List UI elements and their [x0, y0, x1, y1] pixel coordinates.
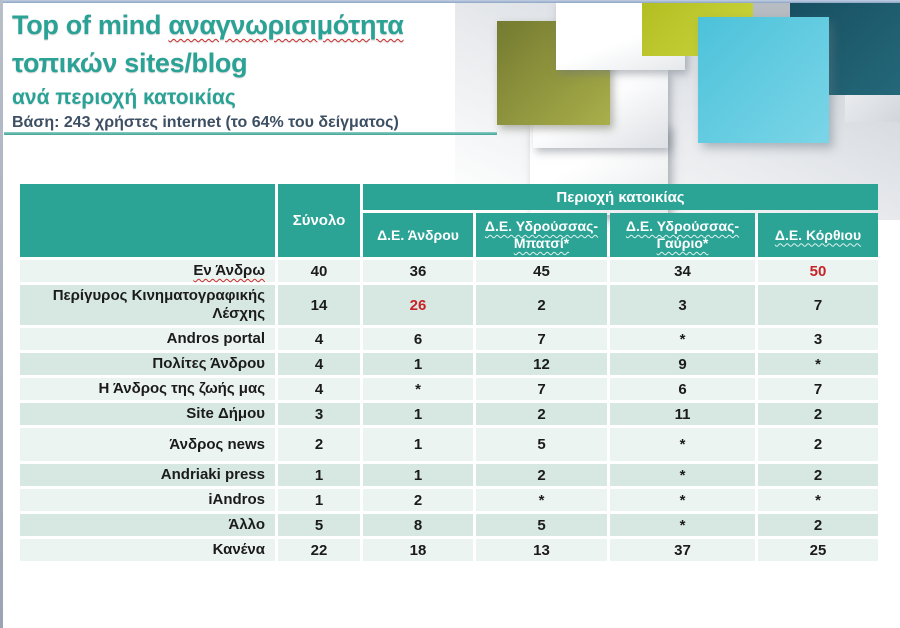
value-cell: 2 [758, 403, 878, 425]
value-cell: * [758, 353, 878, 375]
table-row [20, 353, 878, 375]
table-row [20, 260, 878, 282]
value-cell: 2 [758, 428, 878, 461]
value-cell: 1 [363, 353, 473, 375]
table-header [20, 184, 878, 257]
row-label: Εν Άνδρω [20, 260, 275, 282]
row-label: Andros portal [20, 328, 275, 350]
slide-top-border [0, 0, 900, 3]
table-row [20, 403, 878, 425]
value-cell: 7 [758, 378, 878, 400]
value-cell: 2 [476, 285, 607, 325]
slide-left-border [0, 0, 3, 628]
value-cell: 14 [278, 285, 360, 325]
table-row [20, 464, 878, 486]
header-corner-cell [20, 184, 275, 257]
value-cell: 2 [476, 403, 607, 425]
value-cell: 11 [610, 403, 755, 425]
title-text: Top of mind [12, 10, 169, 40]
value-cell: 2 [758, 514, 878, 536]
value-cell: 40 [278, 260, 360, 282]
title-marked-word: αναγνωρισιμότητα [168, 10, 404, 40]
value-cell: 6 [363, 328, 473, 350]
value-cell: 2 [278, 428, 360, 461]
value-cell: 13 [476, 539, 607, 561]
row-label: Άλλο [20, 514, 275, 536]
title-divider-line [4, 132, 497, 135]
table-row [20, 514, 878, 536]
row-label: Κανένα [20, 539, 275, 561]
value-cell: 3 [278, 403, 360, 425]
value-cell: 4 [278, 328, 360, 350]
value-cell: 18 [363, 539, 473, 561]
title-line2: τοπικών sites/blog [12, 48, 248, 78]
value-cell: 1 [363, 464, 473, 486]
value-cell: * [610, 428, 755, 461]
header-region-gavrio: Δ.Ε. Υδρούσσας-Γαύριο* [610, 213, 755, 257]
header-region-group: Περιοχή κατοικίας [363, 184, 878, 210]
value-cell: 1 [278, 464, 360, 486]
value-cell: 3 [758, 328, 878, 350]
value-cell: 1 [278, 489, 360, 511]
value-cell: 2 [363, 489, 473, 511]
row-label: Andriaki press [20, 464, 275, 486]
value-cell: 7 [758, 285, 878, 325]
table-row [20, 428, 878, 461]
value-cell: 5 [476, 514, 607, 536]
value-cell: * [363, 378, 473, 400]
value-cell: 5 [476, 428, 607, 461]
header-region-androu: Δ.Ε. Άνδρου [363, 213, 473, 257]
value-cell: 45 [476, 260, 607, 282]
row-label: Η Άνδρος της ζωής μας [20, 378, 275, 400]
value-cell: 1 [363, 428, 473, 461]
table-row [20, 285, 878, 325]
value-cell: 2 [758, 464, 878, 486]
value-cell: 12 [476, 353, 607, 375]
value-cell: 34 [610, 260, 755, 282]
value-cell: 25 [758, 539, 878, 561]
sample-base-note: Βάση: 243 χρήστες internet (το 64% του δείγματος) [12, 114, 399, 131]
row-label: iAndros [20, 489, 275, 511]
awareness-table [20, 184, 878, 561]
table-row [20, 378, 878, 400]
value-cell: 6 [610, 378, 755, 400]
value-cell: 8 [363, 514, 473, 536]
value-cell: 9 [610, 353, 755, 375]
value-cell: 3 [610, 285, 755, 325]
value-cell: 50 [758, 260, 878, 282]
table-row [20, 328, 878, 350]
value-cell: 7 [476, 328, 607, 350]
header-region-korthiou: Δ.Ε. Κόρθιου [758, 213, 878, 257]
row-label: Περίγυρος Κινηματογραφικής Λέσχης [20, 285, 275, 325]
value-cell: 37 [610, 539, 755, 561]
value-cell: * [476, 489, 607, 511]
value-cell: * [758, 489, 878, 511]
slide-title [12, 6, 492, 82]
value-cell: 4 [278, 353, 360, 375]
decor-square-cyan [698, 17, 829, 143]
value-cell: 36 [363, 260, 473, 282]
title-block [12, 6, 492, 133]
value-cell: 1 [363, 403, 473, 425]
value-cell: 26 [363, 285, 473, 325]
row-label: Πολίτες Άνδρου [20, 353, 275, 375]
table-row [20, 489, 878, 511]
slide-subtitle: ανά περιοχή κατοικίας [12, 86, 236, 109]
table-body [20, 260, 878, 561]
value-cell: * [610, 328, 755, 350]
row-label: Άνδρος news [20, 428, 275, 461]
value-cell: * [610, 464, 755, 486]
header-region-batsi: Δ.Ε. Υδρούσσας-Μπατσί* [476, 213, 607, 257]
value-cell: * [610, 489, 755, 511]
row-label: Site Δήμου [20, 403, 275, 425]
table-row [20, 539, 878, 561]
value-cell: 7 [476, 378, 607, 400]
value-cell: * [610, 514, 755, 536]
value-cell: 5 [278, 514, 360, 536]
value-cell: 22 [278, 539, 360, 561]
value-cell: 2 [476, 464, 607, 486]
header-total: Σύνολο [278, 184, 360, 257]
value-cell: 4 [278, 378, 360, 400]
